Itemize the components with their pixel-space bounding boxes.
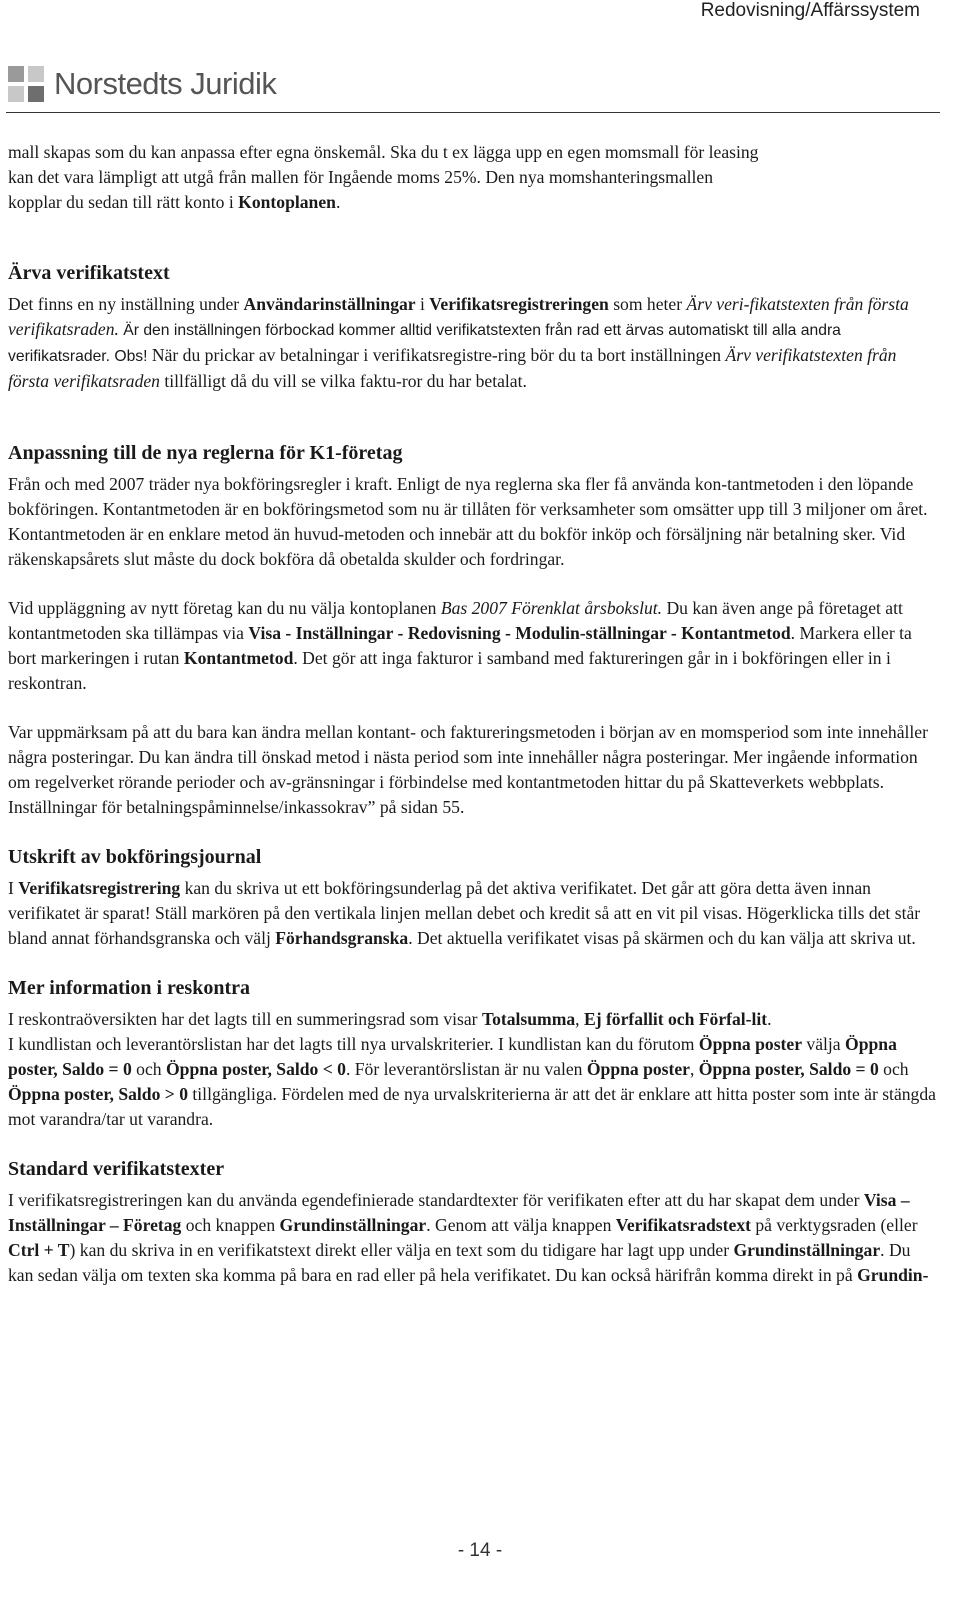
document-body <box>8 140 938 1288</box>
k1-paragraph-3: Var uppmärksam på att du bara kan ändra mellan kontant- och faktureringsmetoden i början av en momsperiod som inte innehåller några posteringar. Du kan ändra till önskad metod i nästa period som inte innehåller några posteringar. Mer ingående information om regelverket rörande perioder och av-gränsningar i förbindelse med kontantmetoden hittar du på Skatteverkets webbplats. Inställningar för betalningspåminnelse/inkassokrav” på sidan 55. <box>8 722 928 817</box>
norstedts-cube-logo-icon <box>6 64 46 104</box>
running-header: Redovisning/Affärssystem <box>700 0 920 21</box>
k1-paragraph-1: Från och med 2007 träder nya bokföringsregler i kraft. Enligt de nya reglerna ska fler få använda kon-tantmetoden i den löpande bokföringen. Kontantmetoden är en bokföringsmetod som nu är tillåten för verksamheter som omsätter upp till 3 miljoner om året. Kontantmetoden är en enklare metod än huvud-metoden och innebär att du bokför inköp och försäljning när betalning sker. Vid räkenskapsårets slut måste du dock bokföra då obetalda skulder och fordringar. <box>8 474 928 569</box>
page-number: - 14 - <box>457 1540 503 1561</box>
heading-arva-verifikatstext: Ärva verifikatstext <box>8 262 170 284</box>
intro-paragraph: mall skapas som du kan anpassa efter egna önskemål. Ska du t ex lägga upp en egen momsmall för leasing kan det vara lämpligt att utgå från mallen för Ingående moms 25%. Den nya momshanteringsmallen kopplar du sedan till rätt konto i Kontoplanen. <box>8 142 759 212</box>
arva-paragraph: Det finns en ny inställning under Användarinställningar i Verifikatsregistreringen som heter Ärv veri-fikatstexten från första verifikatsraden. Är den inställningen förbockad kommer alltid verifikatstexten från rad ett ärvas automatiskt till alla andra verifikatsrader. Obs! När du prickar av betalningar i verifikatsregistre-ring bör du ta bort inställningen Ärv verifikatstexten från första verifikatsraden tillfälligt då du vill se vilka faktu-ror du har betalat. <box>8 294 909 391</box>
utskrift-paragraph: I Verifikatsregistrering kan du skriva ut ett bokföringsunderlag på det aktiva verifikatet. Det går att göra detta även innan verifikatet är sparat! Ställ markören på den vertikala linjen mellan debet och kredit så att en vit pil visas. Högerklicka tills det står bland annat förhandsgranska och välj Förhandsgranska. Det aktuella verifikatet visas på skärmen och du kan välja att skriva ut. <box>8 878 921 948</box>
heading-utskrift-bokforingsjournal: Utskrift av bokföringsjournal <box>8 846 262 868</box>
heading-reskontra: Mer information i reskontra <box>8 977 251 999</box>
standard-paragraph: I verifikatsregistreringen kan du använda egendefinierade standardtexter för verifikaten efter att du har skapat dem under Visa – Inställningar – Företag och knappen Grundinställningar. Genom att välja knappen Verifikatsradstext på verktygsraden (eller Ctrl + T) kan du skriva in en verifikatstext direkt eller välja en text som du tidigare har lagt upp under Grundinställningar. Du kan sedan välja om texten ska komma på bara en rad eller på hela verifikatet. Du kan också härifrån komma direkt in på Grundin- <box>8 1190 929 1285</box>
k1-paragraph-2: Vid uppläggning av nytt företag kan du nu välja kontoplanen Bas 2007 Förenklat årsbokslut. Du kan även ange på företaget att kontantmetoden ska tillämpas via Visa - Inställningar - Redovisning - Modulin-ställningar - Kontantmetod. Markera eller ta bort markeringen i rutan Kontantmetod. Det gör att inga fakturor i samband med faktureringen går in i bokföringen eller in i reskontran. <box>8 598 912 693</box>
reskontra-paragraph-2: I kundlistan och leverantörslistan har det lagts till nya urvalskriterier. I kundlistan kan du förutom Öppna poster välja Öppna poster, Saldo = 0 och Öppna poster, Saldo < 0. För leverantörslistan är nu valen Öppna poster, Öppna poster, Saldo = 0 och Öppna poster, Saldo > 0 tillgängliga. Fördelen med de nya urvalskriterierna är att det är enklare att hitta poster som inte är stängda mot varandra/tar ut varandra. <box>8 1034 936 1129</box>
logo-wordmark: Norstedts Juridik <box>54 66 277 101</box>
heading-standard-verifikatstexter: Standard verifikatstexter <box>8 1158 225 1180</box>
header-divider <box>6 112 940 113</box>
publisher-logo <box>6 62 276 106</box>
heading-k1-foretag: Anpassning till de nya reglerna för K1-företag <box>8 442 403 464</box>
reskontra-paragraph-1: I reskontraöversikten har det lagts till en summeringsrad som visar Totalsumma, Ej förfallit och Förfal-lit. <box>8 1009 772 1029</box>
